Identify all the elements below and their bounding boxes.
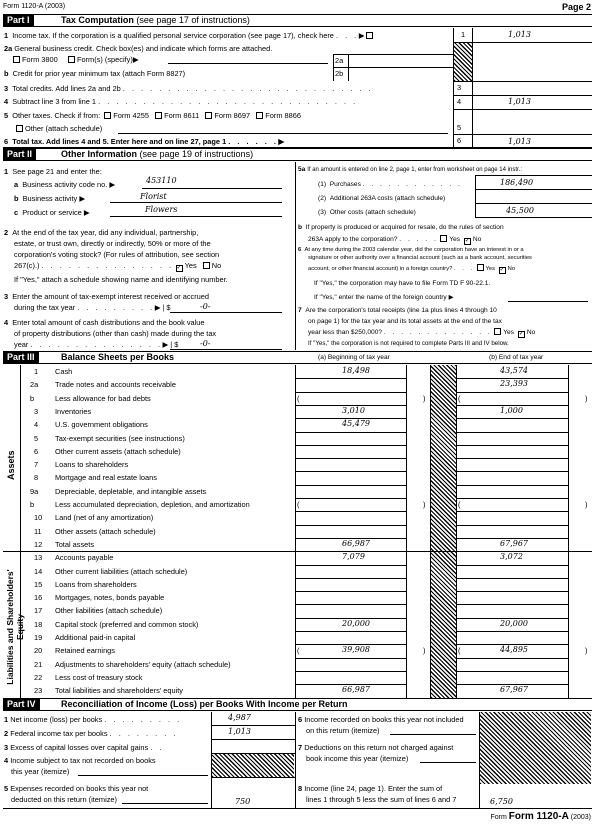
line-number: 1 [34, 367, 39, 376]
footer: Form Form 1120-A (2003) [490, 811, 591, 822]
line-number: 18 [34, 619, 43, 629]
line-number: 22 [34, 672, 43, 682]
line-label: Loans from shareholders [55, 579, 137, 589]
part-label: Part I [3, 15, 34, 26]
line-label: Accounts payable [55, 553, 114, 563]
line-number: b [30, 393, 35, 403]
income-line8[interactable]: 6,750 [490, 797, 513, 806]
end-value[interactable]: 1,000 [500, 405, 523, 415]
begin-value[interactable]: 3,010 [342, 405, 365, 415]
line6-value[interactable]: 1,013 [508, 137, 531, 146]
form4255-checkbox[interactable] [104, 112, 111, 119]
page-number: Page 2 [561, 2, 591, 12]
line-label: Other liabilities (attach schedule) [55, 606, 163, 616]
q5b-yes[interactable] [440, 235, 447, 242]
line-number: 10 [34, 513, 43, 523]
begin-value[interactable]: 18,498 [342, 366, 370, 375]
q7-no[interactable]: ✓ [518, 331, 524, 337]
begin-value[interactable]: 7,079 [342, 552, 365, 562]
business-activity[interactable]: Florist [140, 192, 167, 201]
begin-value[interactable]: 39,908 [342, 645, 370, 655]
line-number: 11 [34, 526, 42, 536]
expenses-not-deducted[interactable]: 750 [235, 797, 251, 806]
line-number: 23 [34, 686, 43, 696]
net-income[interactable]: 4,987 [228, 713, 251, 722]
line-number: 2a [30, 380, 39, 390]
end-value[interactable]: 44,895 [500, 645, 528, 655]
line-number: 3 [34, 406, 39, 416]
line-label: Other current assets (attach schedule) [55, 446, 181, 456]
part4-header: Part IV Reconciliation of Income (Loss) per Books With Income per Return [3, 698, 592, 711]
line-label: Cash [55, 367, 73, 376]
end-value[interactable]: 67,967 [500, 685, 528, 695]
q6-yes[interactable] [477, 264, 484, 271]
line-label: Inventories [55, 406, 92, 416]
line-number: 20 [34, 646, 43, 656]
form-id: Form 1120-A (2003) [3, 3, 66, 10]
q5b-no[interactable]: ✓ [464, 238, 470, 244]
q7-yes[interactable] [494, 328, 501, 335]
line-number: 7 [34, 460, 39, 470]
taxexempt-interest[interactable]: -0- [200, 302, 211, 311]
line-number: 8 [34, 473, 39, 483]
line1-value[interactable]: 1,013 [508, 30, 531, 39]
product-service[interactable]: Flowers [145, 205, 178, 214]
form8866-checkbox[interactable] [256, 112, 263, 119]
end-value[interactable]: 43,574 [500, 366, 528, 375]
begin-value[interactable]: 45,479 [342, 419, 370, 429]
assets-label: Assets [6, 450, 16, 480]
q2-yes-checkbox[interactable]: ✓ [176, 265, 182, 271]
line-label: Trade notes and accounts receivable [55, 380, 176, 390]
part-title: Tax Computation (see page 17 of instructions) [61, 15, 250, 25]
business-code[interactable]: 453110 [146, 176, 177, 185]
end-value[interactable]: 23,393 [500, 379, 528, 389]
line-label: Other current liabilities (attach schedule) [55, 566, 188, 576]
part1-header [3, 14, 592, 27]
line-number: 17 [34, 606, 43, 616]
line-label: U.S. government obligations [55, 420, 148, 430]
line-label: Other assets (attach schedule) [55, 526, 156, 536]
purchases[interactable]: 186,490 [500, 178, 534, 187]
line-label: Tax-exempt securities (see instructions) [55, 433, 185, 443]
cash-distributions[interactable]: -0- [200, 339, 211, 348]
line-label: Additional paid-in capital [55, 633, 136, 642]
line-label: Less accumulated depreciation, depletion, and amortization [55, 500, 250, 509]
line-number: 12 [34, 539, 43, 549]
end-value[interactable]: 20,000 [500, 618, 528, 628]
other-costs[interactable]: 45,500 [506, 206, 534, 215]
line-number: 19 [34, 633, 43, 642]
hatch-column [431, 365, 456, 698]
line-number: 9a [30, 486, 39, 496]
line4-value[interactable]: 1,013 [508, 97, 531, 106]
line-number: 15 [34, 579, 43, 589]
line-label: Less cost of treasury stock [55, 672, 143, 682]
begin-value[interactable]: 20,000 [342, 618, 370, 628]
line-label: Capital stock (preferred and common stock) [55, 619, 199, 629]
line-label: Mortgage and real estate loans [55, 473, 157, 483]
other-checkbox[interactable] [16, 125, 23, 132]
line-label: Total liabilities and shareholders' equity [55, 686, 183, 696]
line-label: Less allowance for bad debts [55, 393, 151, 403]
end-value[interactable]: 67,967 [500, 538, 528, 548]
line-label: Mortgages, notes, bonds payable [55, 593, 165, 603]
begin-value[interactable]: 66,987 [342, 685, 370, 695]
line-number: 14 [34, 566, 43, 576]
line-label: Retained earnings [55, 646, 115, 656]
psc-checkbox[interactable] [366, 32, 373, 39]
end-value[interactable]: 3,072 [500, 552, 523, 562]
line-number: 5 [34, 433, 39, 443]
liabilities-label: Liabilities and Shareholders' Equity [5, 569, 25, 685]
forms-specify-checkbox[interactable] [68, 56, 75, 63]
line-label: Loans to shareholders [55, 460, 129, 470]
q2-no-checkbox[interactable] [203, 262, 210, 269]
line-label: Land (net of any amortization) [55, 513, 154, 523]
part2-header: Part II Other Information (see page 19 of instructions) [3, 148, 592, 161]
line-number: 21 [34, 659, 43, 669]
form3800-checkbox[interactable] [13, 56, 20, 63]
line-label: Total assets [55, 539, 95, 549]
begin-value[interactable]: 66,987 [342, 538, 370, 548]
line-number: 6 [34, 446, 39, 456]
part3-header: Part III Balance Sheets per Books (a) Beginning of tax year (b) End of tax year [3, 351, 592, 364]
line-number: 4 [34, 420, 39, 430]
form8611-checkbox[interactable] [155, 112, 162, 119]
line-number: 13 [34, 553, 43, 563]
line-number: 16 [34, 593, 43, 603]
line-label: Adjustments to shareholders' equity (attach schedule) [55, 659, 231, 669]
federal-tax[interactable]: 1,013 [228, 727, 251, 736]
line-label: Depreciable, depletable, and intangible assets [55, 486, 207, 496]
q6-no[interactable]: ✓ [499, 267, 505, 273]
form8697-checkbox[interactable] [205, 112, 212, 119]
line-number: b [30, 500, 35, 509]
